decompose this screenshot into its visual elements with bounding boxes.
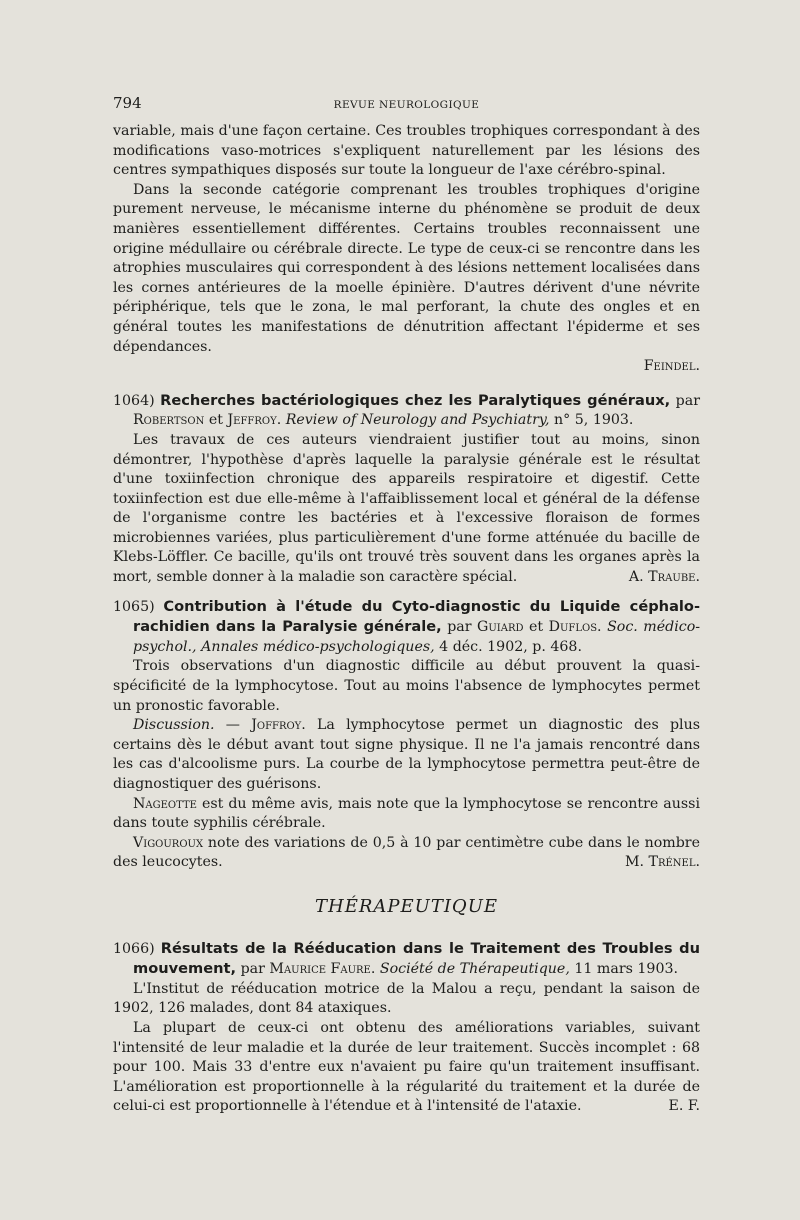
discussion-text: La lymphocytose permet un diagnostic des plus certains dès le début avant tout signe physique. Il ne l'a jamais rencontré dans les cas d'alcoolisme purs. La courbe de la lymphocytose permettra peut-être de diagnostiquer des guérisons. bbox=[113, 717, 700, 792]
discussant-name: Joffroy. bbox=[251, 717, 306, 734]
body-text: La plupart de ceux-ci ont obtenu des améliorations variables, suivant l'intensité de leur maladie et la durée de leur traitement. Succès incomplet : 68 pour 100. Mais 33 d'entre eux n'avaient pu faire qu'un traitement insuffisant. L'amélioration est proportionnelle à la régularité du traitement et la durée de celui-ci est proportionnelle à l'étendue et à l'intensité de l'ataxie. bbox=[113, 1019, 700, 1115]
vigouroux-text: note des variations de 0,5 à 10 par centimètre cube dans le nombre des leucocytes. bbox=[113, 834, 700, 871]
page-content bbox=[113, 94, 700, 1117]
page-header bbox=[113, 94, 700, 118]
author: Jeffroy. bbox=[227, 412, 282, 429]
entry-1065-vigouroux bbox=[113, 834, 700, 873]
nageotte-text: est du même avis, mais note que la lymphocytose se rencontre aussi dans toute syphilis cérébrale. bbox=[113, 795, 700, 832]
author: Maurice Faure. bbox=[269, 961, 376, 978]
reference: 4 déc. 1902, p. 468. bbox=[439, 638, 582, 655]
entry-title: Contribution à l'étude du Cyto-diagnostic du Liquide céphalo-rachidien dans la Paralysie générale, bbox=[133, 597, 700, 636]
entry-1065-nageotte bbox=[113, 795, 700, 834]
entry-title: Résultats de la Rééducation dans le Traitement des Troubles du mouvement, bbox=[133, 939, 701, 978]
page-number: 794 bbox=[113, 94, 142, 112]
et-word: et bbox=[208, 412, 223, 429]
signature-ef: E. F. bbox=[668, 1098, 700, 1115]
entry-1065-body-1: Trois observations d'un diagnostic difficile au début prouvent la quasi-spécificité de la lymphocytose. Tout au moins l'absence de lymphocytes permet un pronostic favorable. bbox=[113, 658, 700, 714]
vigouroux-name: Vigouroux bbox=[133, 834, 204, 851]
intro-paragraph-2: Dans la seconde catégorie comprenant les troubles trophiques d'origine purement nerveuse, le mécanisme interne du phénomène se produit de deux manières essentiellement différentes. Certains troubles reconnaissent une origine médullaire ou cérébrale directe. Le type de ceux-ci se rencontre dans les atrophies musculaires qui correspondent à des lésions nettement localisées dans les cornes antérieures de la moelle épinière. D'autres dérivent d'une névrite périphérique, tels que le zona, le mal perforant, la chute des ongles et en général toutes les manifestations de dénutrition affectant l'épiderme et ses dépendances. bbox=[113, 181, 700, 355]
entry-1066-body-1: L'Institut de rééducation motrice de la Malou a reçu, pendant la saison de 1902, 126 malades, dont 84 ataxiques. bbox=[113, 980, 700, 1017]
discussion-label: Discussion. bbox=[133, 717, 215, 734]
author: Robertson bbox=[133, 412, 205, 429]
journal-name: Soc. médico-psychol., Annales médico-psychologiques, bbox=[133, 619, 701, 655]
section-title: THÉRAPEUTIQUE bbox=[315, 895, 498, 917]
entry-1064-body bbox=[113, 431, 700, 588]
body-text: Les travaux de ces auteurs viendraient justifier tout au moins, sinon démontrer, l'hypothèse d'après laquelle la paralysie générale est le résultat d'une toxiinfection chronique des appareils respiratoire et digestif. Cette toxiinfection est due elle-même à l'affaiblissement local et général de la défense de l'organisme contre les bactéries et à l'excessive floraison de formes microbiennes variées, plus particulièrement d'une forme atténuée du bacille de Klebs-Löffler. Ce bacille, qu'ils ont trouvé très souvent dans les organes après la mort, semble donner à la maladie son caractère spécial. bbox=[113, 431, 700, 586]
signature-feindel: Feindel. bbox=[643, 358, 700, 375]
nageotte-name: Nageotte bbox=[133, 795, 197, 812]
entry-title: Recherches bactériologiques chez les Paralytiques généraux, bbox=[160, 391, 671, 409]
journal-name: Société de Thérapeutique, bbox=[379, 961, 570, 978]
entry-number: 1065) bbox=[113, 598, 155, 615]
entry-1066-body-2 bbox=[113, 1019, 700, 1117]
reference: n° 5, 1903. bbox=[554, 412, 634, 429]
signature-trenel: M. Trénel. bbox=[624, 854, 700, 871]
par-word: par bbox=[447, 619, 472, 636]
author: Guiard bbox=[477, 619, 524, 636]
et-word: et bbox=[529, 619, 544, 636]
signature-traube: A. Traube. bbox=[628, 569, 700, 586]
intro-paragraph-1: variable, mais d'une façon certaine. Ces troubles trophiques correspondant à des modifications vaso-motrices s'expliquent naturellement par les lésions des centres sympathiques disposés sur toute la longueur de l'axe cérébro-spinal. bbox=[113, 123, 700, 179]
par-word: par bbox=[240, 961, 265, 978]
entry-1064-heading bbox=[113, 391, 700, 431]
par-word: par bbox=[675, 392, 700, 409]
reference: 11 mars 1903. bbox=[574, 961, 679, 978]
author: Duflos. bbox=[548, 619, 602, 636]
entry-number: 1064) bbox=[113, 392, 155, 409]
running-title: REVUE NEUROLOGIQUE bbox=[333, 99, 480, 111]
dash: — bbox=[214, 717, 252, 734]
journal-name: Review of Neurology and Psychiatry, bbox=[285, 412, 550, 429]
entry-1065-heading bbox=[113, 597, 700, 658]
entry-number: 1066) bbox=[113, 940, 155, 957]
entry-1065-discussion bbox=[113, 716, 700, 794]
entry-1066-heading bbox=[113, 939, 700, 980]
